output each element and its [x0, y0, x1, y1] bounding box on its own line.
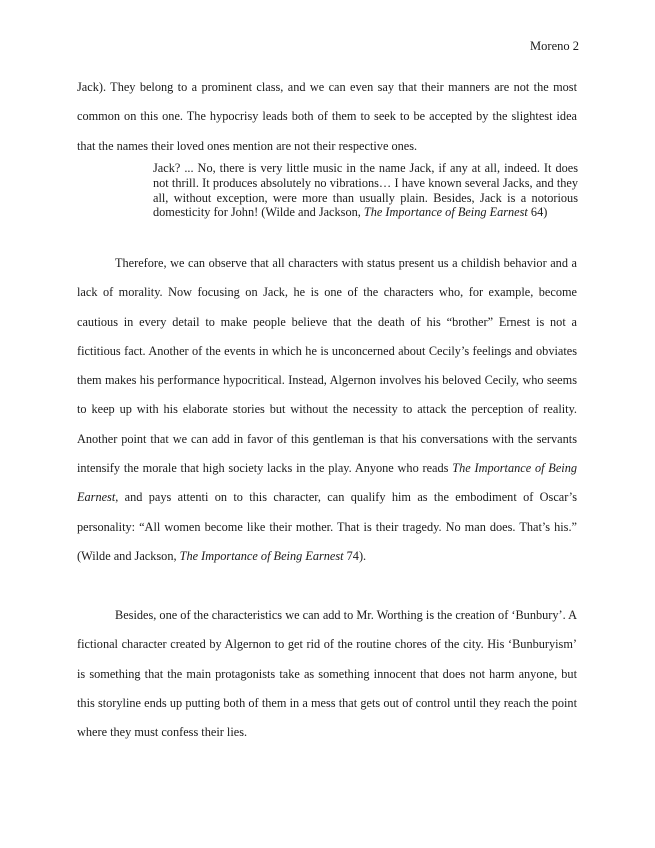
block-quote-end: 64): [527, 205, 548, 220]
block-quote-text: Jack? ... No, there is very little music in the name Jack, if any at all, indeed. It does not thrill. It produces absolutely no vibrations… I have known several Jacks, and they all, without exception, were more than usually plain. Besides, Jack is a notorious domesticity for John! (Wilde and Jackson,: [153, 161, 578, 220]
paragraph-2-part3: 74).: [343, 548, 367, 563]
paragraph-2-title1: The Importance of Being Earnest: [77, 461, 577, 505]
running-head: Moreno 2: [530, 39, 579, 53]
paragraph-2: [77, 249, 577, 571]
paragraph-2-part2: , and pays attenti on to this character, can qualify him as the embodiment of Oscar’s personality: “All women become like their mother. That is their tragedy. No man does. That’s his.” (Wilde and Jackson,: [77, 490, 577, 563]
block-quote: [153, 161, 578, 220]
paragraph-2-part1: Therefore, we can observe that all characters with status present us a childish behavior and a lack of morality. Now focusing on Jack, he is one of the characters who, for example, become cautious in every detail to make people believe that the death of his “brother” Ernest is not a fictitious fact. Another of the events in which he is unconcerned about Cecily’s feelings and obviates them makes his performance hypocritical. Instead, Algernon involves his beloved Cecily, who seems to keep up with his elaborate stories but without the necessity to attack the perception of reality. Another point that we can add in favor of this gentleman is that his conversations with the servants intensify the morale that high society lacks in the play. Anyone who reads: [77, 256, 577, 476]
paragraph-3: Besides, one of the characteristics we can add to Mr. Worthing is the creation of ‘Bunbury’. A fictional character created by Algernon to get rid of the routine chores of the city. His ‘Bunburyism’ is something that the main protagonists take as something innocent that does not harm anyone, but this storyline ends up putting both of them in a mess that gets out of control until they reach the point where they must confess their lies.: [77, 608, 577, 740]
paragraph-1: Jack). They belong to a prominent class, and we can even say that their manners are not the most common on this one. The hypocrisy leads both of them to seek to be accepted by the slightest idea that the names their loved ones mention are not their respective ones.: [77, 80, 577, 153]
block-quote-title: The Importance of Being Earnest: [363, 205, 528, 220]
paragraph-2-title2: The Importance of Being Earnest: [179, 548, 344, 563]
